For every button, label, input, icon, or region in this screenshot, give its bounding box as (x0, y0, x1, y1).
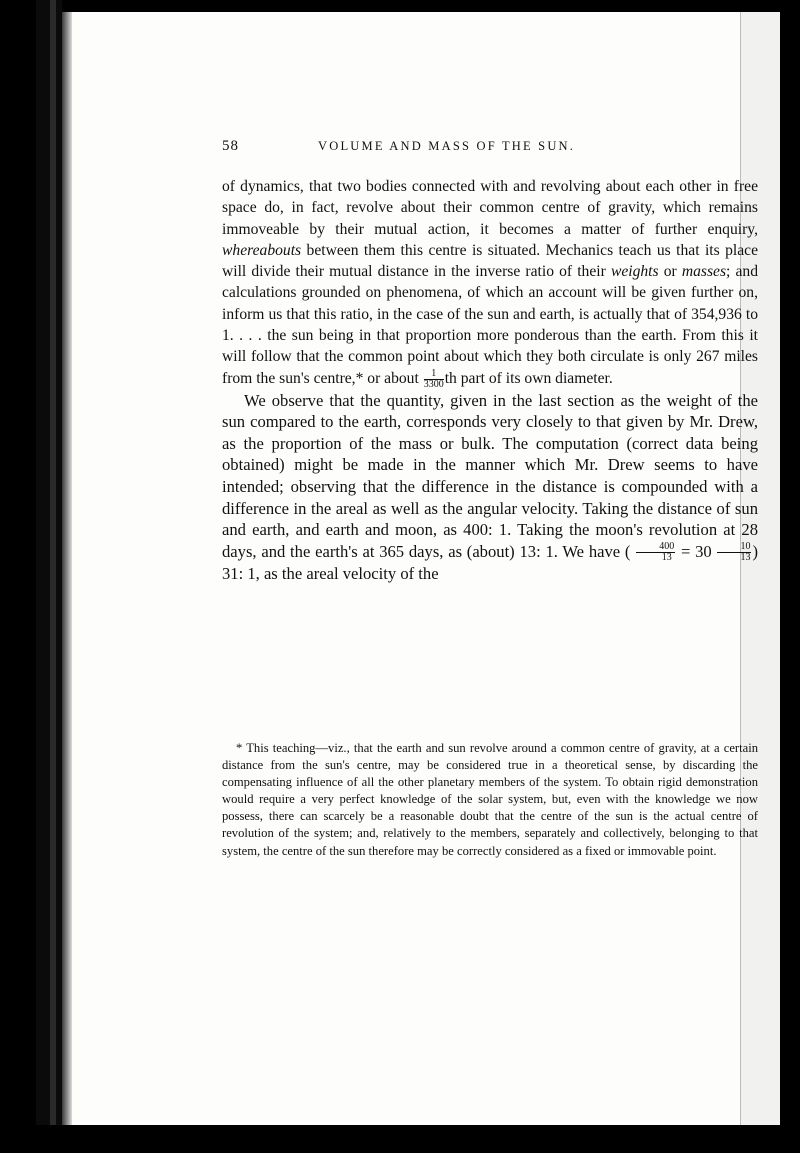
fraction-numerator: 400 (636, 542, 675, 553)
fraction-one-3300th (424, 369, 444, 390)
fraction-numerator: 10 (717, 542, 751, 553)
paragraph-1-text: between them this centre is situated. Mechanics teach us that its place will divide their mutual distance in the inverse ratio of their (222, 241, 758, 281)
italic-weights: weights (610, 263, 659, 281)
fraction-numerator: 1 (424, 369, 444, 380)
paragraph-2-text: ) 31: 1, as the areal velocity of the (222, 541, 758, 584)
body-text (222, 176, 758, 585)
running-title: VOLUME AND MASS OF THE SUN. (318, 139, 576, 153)
footnote: * This teaching—viz., that the earth and sun revolve around a common centre of gravity, at a certain distance from the sun's centre, may be considered true in a theoretical sense, by discarding the compensating influence of all the other planetary members of the system. To obtain rigid demonstration would require a very perfect knowledge of the solar system, but, even with the knowledge we now possess, there can scarcely be a reasonable doubt that the centre of the sun is the actual centre of revolution of the system; and, relatively to the members, separately and collectively, belonging to that system, the centre of the sun therefore may be correctly considered as a fixed or immovable point. (222, 741, 758, 858)
scan-border-top (0, 0, 800, 12)
fraction-400-over-13 (636, 542, 675, 563)
footnote-block (222, 740, 758, 860)
fraction-10-over-13 (717, 542, 751, 563)
italic-whereabouts: whereabouts (222, 241, 302, 259)
scan-border-right (780, 0, 800, 1153)
italic-masses: masses (681, 263, 727, 281)
fraction-denominator: 13 (740, 552, 751, 564)
paragraph-2-text: We observe that the quantity, given in the last section as the weight of the sun compared to the earth, corresponds very closely to that given by Mr. Drew, as the proportion of the mass or bulk. The computation (correct data being obtained) might be made in the manner which Mr. Drew seems to have intended; observing that the difference in the distance is compounded with a difference in the areal as well as the angular velocity. Taking the distance of sun and earth, and earth and moon, as 400: 1. Taking the moon's revolution at 28 days, and the earth's at 365 days, as (about) 13: 1. We have ( (222, 390, 758, 561)
paragraph-1 (222, 176, 758, 390)
running-head (222, 138, 782, 160)
paragraph-2-text: = 30 (676, 541, 717, 561)
scan-border-left (0, 0, 62, 1153)
paragraph-1-text: of dynamics, that two bodies connected with and revolving about each other in free space do, in fact, revolve about their common centre of gravity, which remains immoveable by their mutual action, it becomes a matter of further enquiry, (222, 178, 758, 238)
fraction-denominator: 3300 (423, 378, 444, 390)
page-number: 58 (222, 138, 239, 154)
paragraph-1-text: ; and calculations grounded on phenomena, of which an account will be given further on, inform us that this ratio, in the case of the sun and earth, is actually that of 354,936 to 1. . . . the sun being in that proportion more ponderous than the earth. From this it will follow that the common point about which they both circulate is only 267 miles from the sun's centre,* or about (222, 263, 759, 387)
scan-border-bottom (0, 1125, 800, 1153)
paragraph-2 (222, 390, 758, 585)
fraction-denominator: 13 (661, 552, 672, 564)
paragraph-1-text: th part of its own diameter. (444, 369, 613, 387)
paragraph-1-text: or (658, 263, 682, 281)
book-spine-shadow (62, 12, 72, 1125)
